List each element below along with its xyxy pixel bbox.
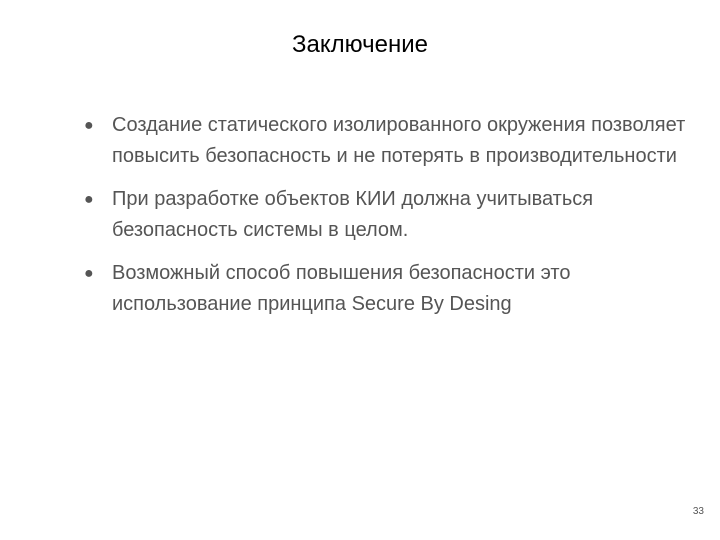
- bullet-item: [84, 110, 694, 172]
- bullet-text: Создание статического изолированного окружения позволяет повысить безопасность и не потерять в производительности: [112, 114, 686, 167]
- bullet-list: [84, 110, 694, 332]
- bullet-dot-icon: ●: [84, 117, 94, 134]
- bullet-item: [84, 258, 694, 320]
- page-number: 33: [692, 506, 704, 517]
- bullet-dot-icon: ●: [84, 191, 94, 208]
- bullet-text: При разработке объектов КИИ должна учитываться безопасность системы в целом.: [112, 188, 594, 241]
- bullet-item: [84, 184, 694, 246]
- bullet-text: Возможный способ повышения безопасности это использование принципа Secure By Desing: [112, 262, 571, 315]
- slide-title: Заключение: [292, 31, 428, 58]
- bullet-dot-icon: ●: [84, 265, 94, 282]
